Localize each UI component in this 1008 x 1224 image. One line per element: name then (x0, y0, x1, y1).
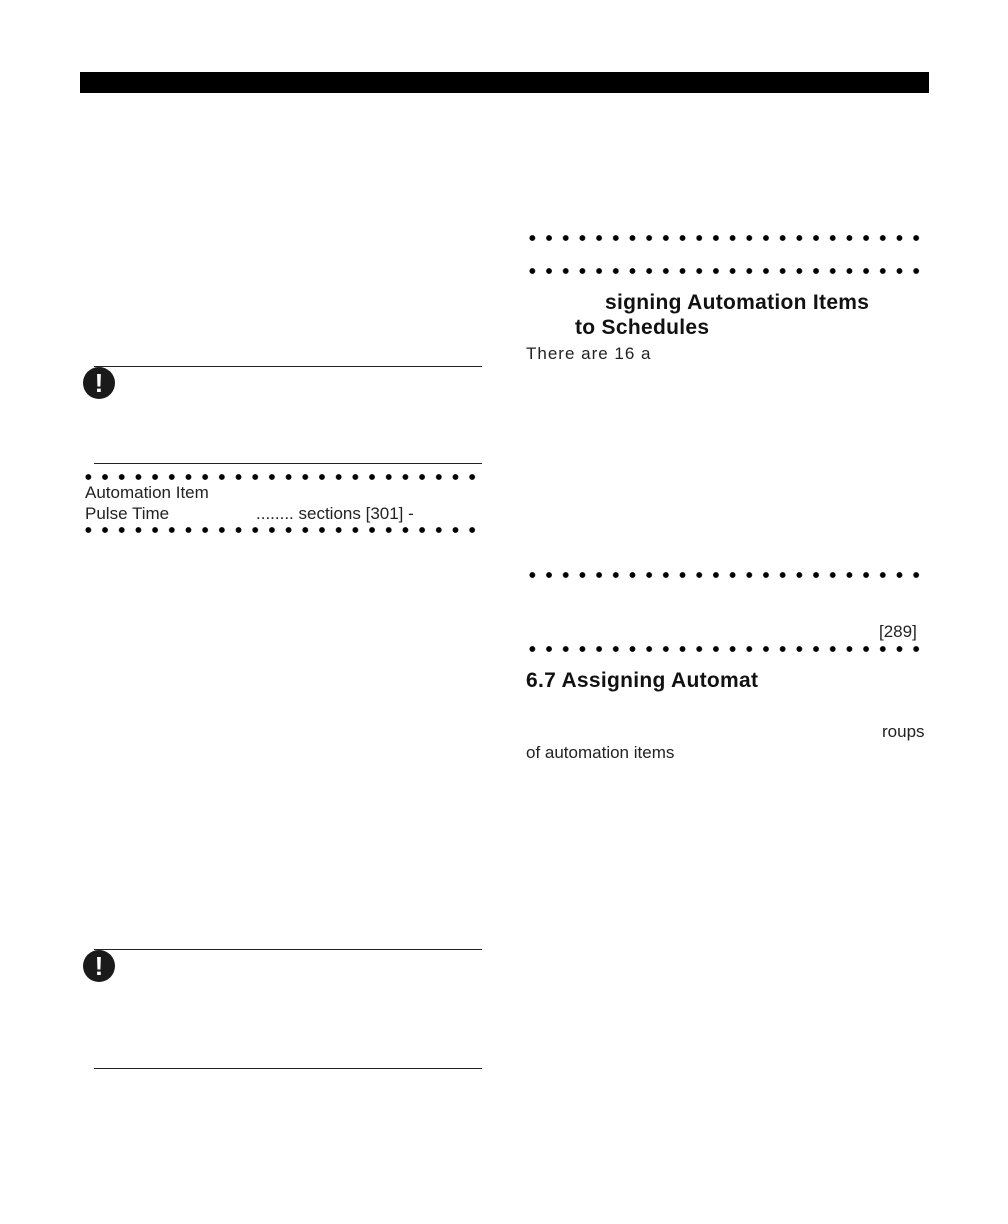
table-row-label: Pulse Time (85, 504, 170, 523)
dotted-divider (524, 644, 929, 654)
table-row-value: ........ sections [301] - (256, 504, 414, 523)
note-top-rule (94, 949, 482, 950)
dotted-divider (524, 266, 929, 276)
warning-icon: ! (83, 950, 115, 982)
dotted-divider (524, 233, 929, 243)
section-heading: 6.7 Assigning Automat (526, 669, 759, 692)
note-bottom-rule (94, 463, 482, 464)
header-bar (80, 72, 929, 93)
body-text: roups (882, 722, 925, 741)
section-heading: signing Automation Items (605, 291, 870, 314)
dotted-divider (80, 472, 485, 482)
section-heading: to Schedules (575, 316, 710, 339)
note-top-rule (94, 366, 482, 367)
body-text: There are 16 a (526, 344, 652, 363)
warning-icon: ! (83, 367, 115, 399)
table-row-label: Automation Item (85, 483, 209, 502)
body-text: of automation items (526, 743, 675, 762)
dotted-divider (524, 570, 929, 580)
section-reference: [289] (879, 622, 917, 641)
note-bottom-rule (94, 1068, 482, 1069)
dotted-divider (80, 525, 485, 535)
